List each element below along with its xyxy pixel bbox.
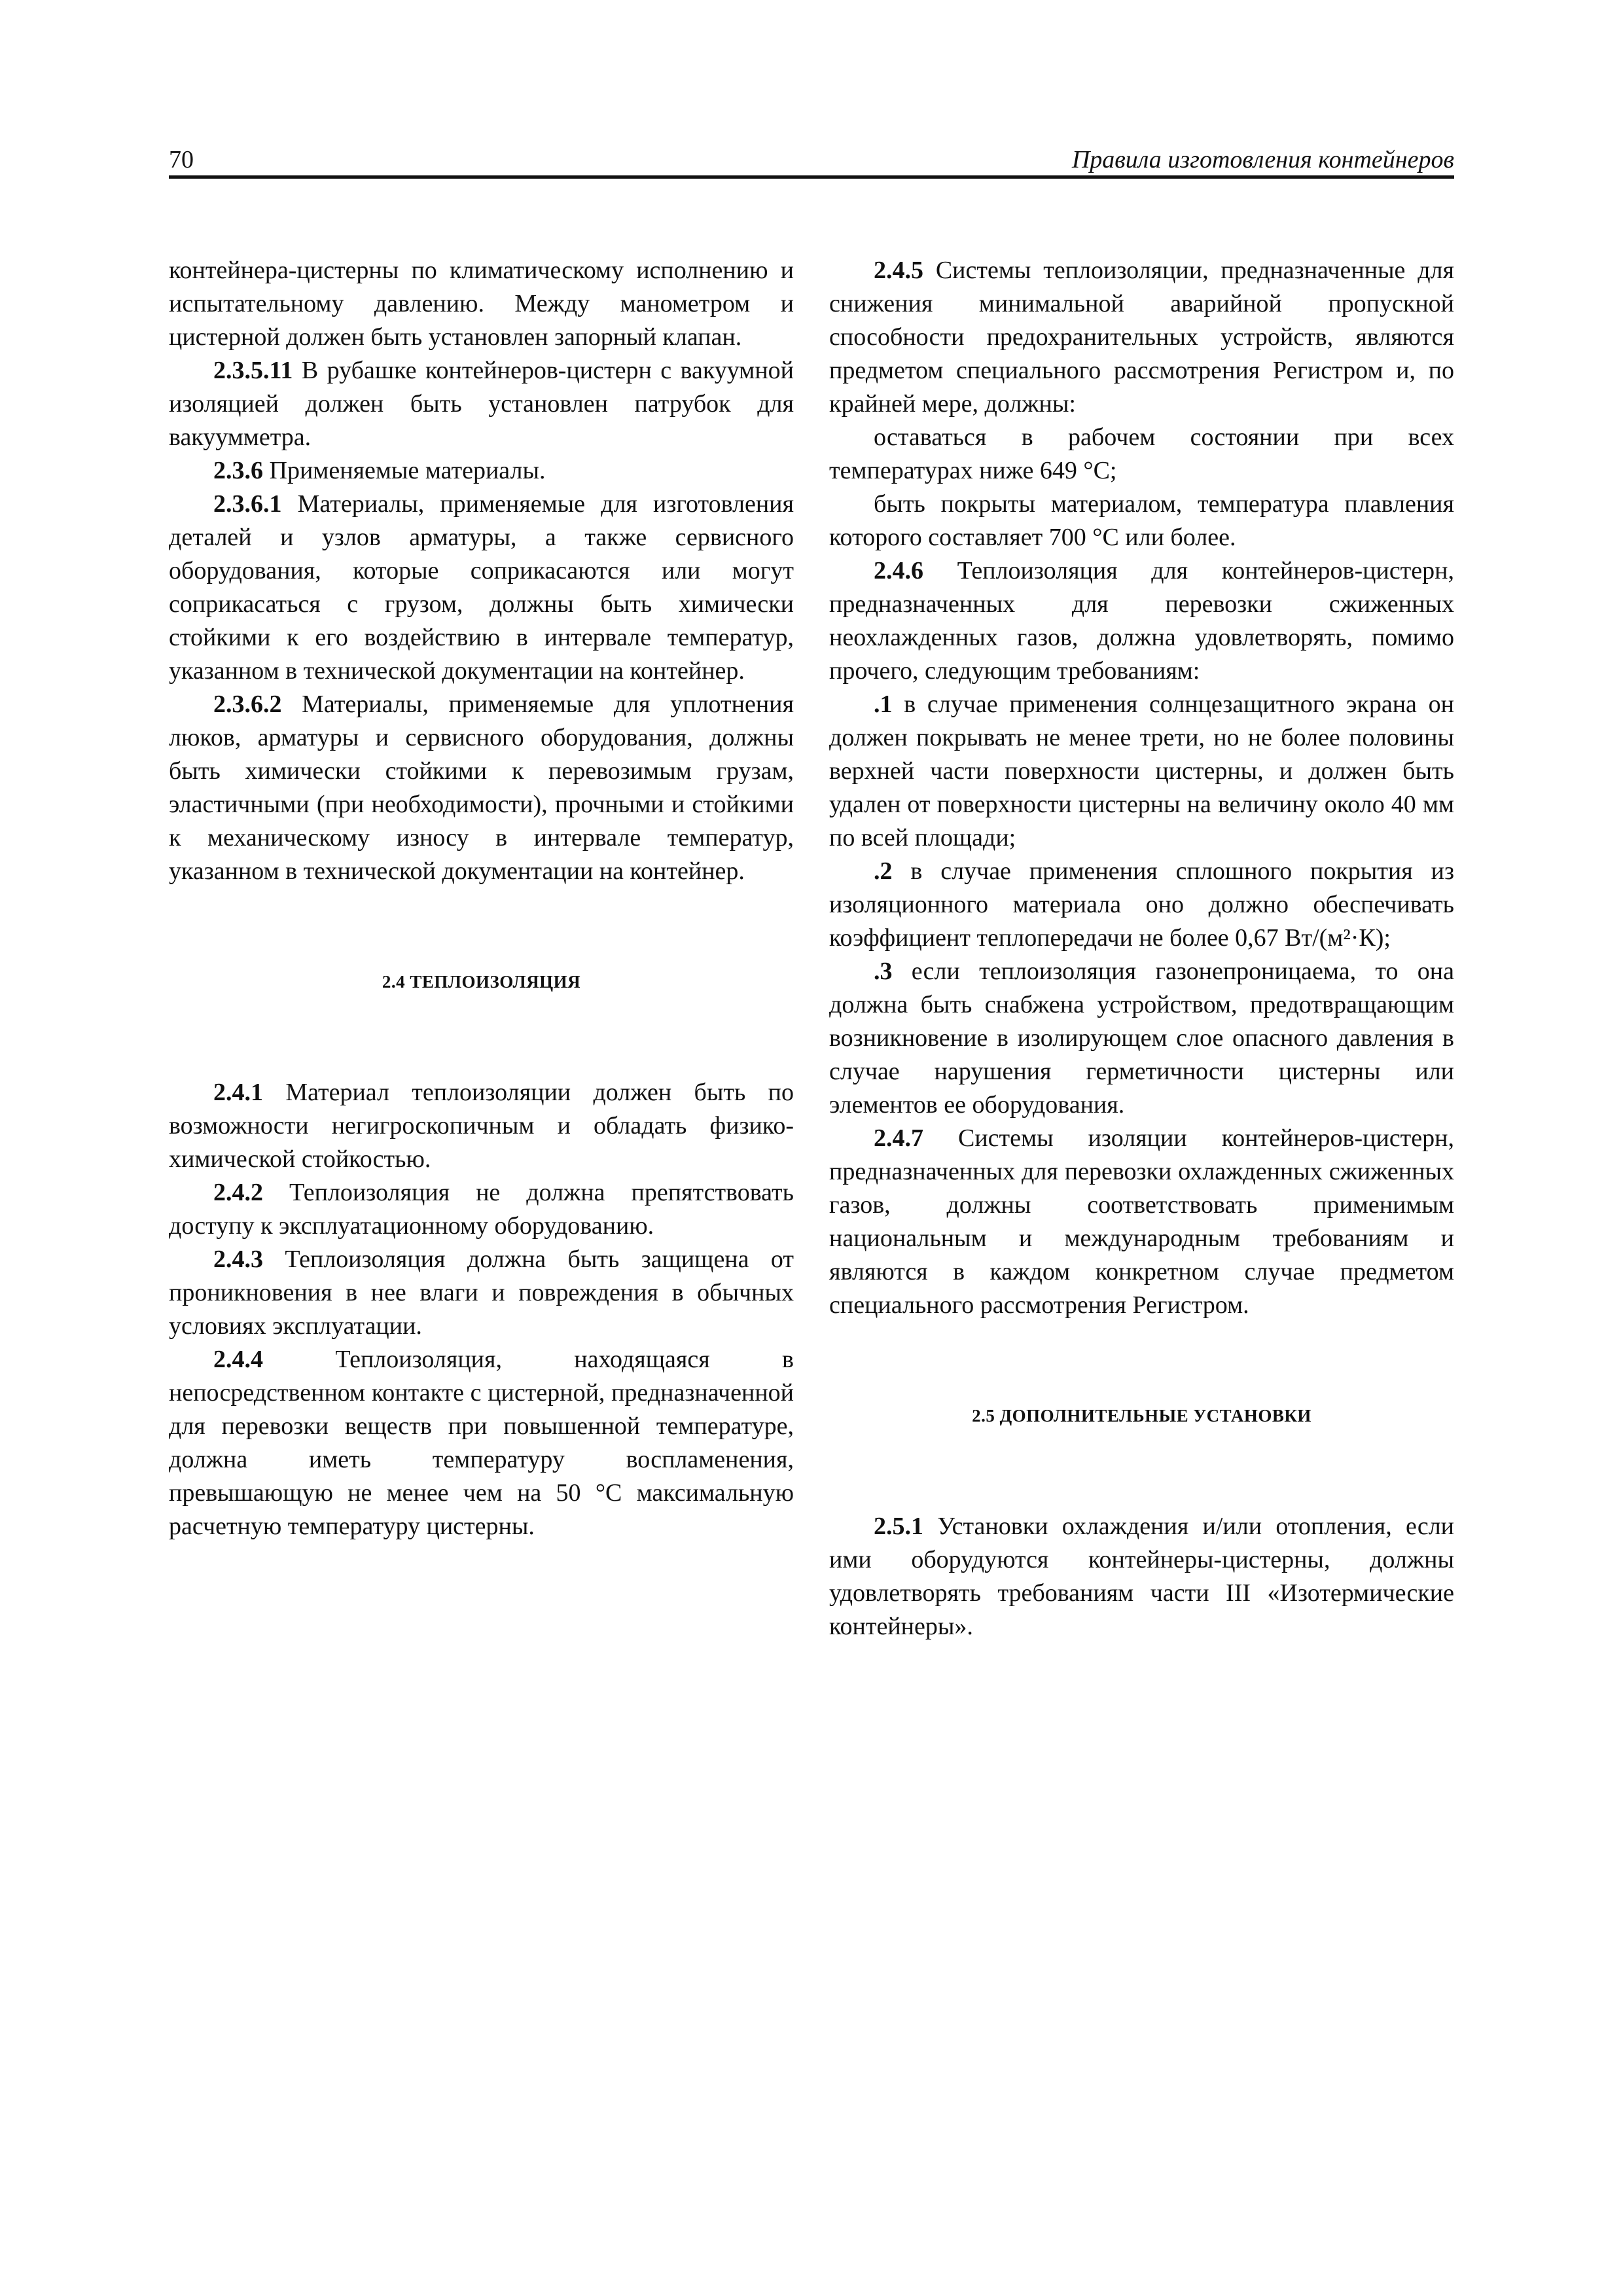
clause-text: Установки охлаждения и/или отопления, если ими оборудуются контейнеры-цистерны, должны удовлетворять требованиям части III «Изотермические контейнеры».: [829, 1513, 1454, 1640]
list-item: оставаться в рабочем состоянии при всех температурах ниже 649 °С;: [829, 423, 1454, 484]
clause-number: 2.4.7: [874, 1124, 923, 1152]
paragraph-continuation: контейнера-цистерны по климатическому исполнению и испытательному давлению. Между манометром и цистерной должен быть установлен запорный клапан.: [169, 257, 794, 351]
clause-number: 2.3.5.11: [213, 357, 293, 384]
clause-number: 2.3.6: [213, 457, 263, 484]
item-text: если теплоизоляция газонепроницаема, то она должна быть снабжена устройством, предотвращающим возникновение в изолирующем слое опасного давления в случае нарушения герметичности цистерны или элементов ее оборудования.: [829, 958, 1454, 1119]
clause-number: 2.4.6: [874, 557, 923, 584]
item-number: .3: [874, 958, 893, 985]
clause-text: Теплоизоляция должна быть защищена от проникновения в нее влаги и повреждения в обычных условиях эксплуатации.: [169, 1246, 794, 1340]
item-text: в случае применения солнцезащитного экрана он должен покрывать не менее трети, но не более половины верхней части поверхности цистерны, и должен быть удален от поверхности цистерны на величину около 40 мм по всей площади;: [829, 691, 1454, 852]
header-rule: [169, 175, 1454, 179]
section-heading-2-4: 2.4 ТЕПЛОИЗОЛЯЦИЯ: [382, 972, 581, 992]
clause-text: Материалы, применяемые для уплотнения люков, арматуры и сервисного оборудования, должны быть химически стойкими к перевозимым грузам, эластичными (при необходимости), прочными и стойкими к механическому износу в интервале температур, указанном в технической документации на контейнер.: [169, 691, 794, 885]
section-heading-2-5: 2.5 ДОПОЛНИТЕЛЬНЫЕ УСТАНОВКИ: [972, 1406, 1311, 1426]
sub-item-1: [829, 688, 1454, 855]
clause-number: 2.4.5: [874, 257, 923, 284]
left-column: [169, 254, 794, 1543]
clause-text: Теплоизоляция для контейнеров-цистерн, предназначенных для перевозки сжиженных неохлажденных газов, должна удовлетворять, помимо прочего, следующим требованиям:: [829, 557, 1454, 685]
paragraph-2-4-3: [169, 1243, 794, 1343]
right-column: [829, 254, 1454, 1643]
clause-text: Системы теплоизоляции, предназначенные для снижения минимальной аварийной пропускной способности предохранительных устройств, являются предметом специального рассмотрения Регистром и, по крайней мере, должны:: [829, 257, 1454, 418]
paragraph-2-3-6: [169, 454, 794, 488]
paragraph-2-3-5-11: [169, 354, 794, 454]
paragraph-2-4-1: [169, 1076, 794, 1176]
clause-text: Применяемые материалы.: [263, 457, 546, 484]
paragraph-2-5-1: [829, 1510, 1454, 1643]
paragraph-2-4-5: [829, 254, 1454, 421]
sub-item-3: [829, 955, 1454, 1122]
page-number: 70: [169, 146, 194, 173]
clause-text: Теплоизоляция, находящаяся в непосредственном контакте с цистерной, предназначенной для перевозки веществ при повышенной температуре, должна иметь температуру воспламенения, превышающую не менее чем на 50 °С максимальную расчетную температуру цистерны.: [169, 1346, 794, 1540]
paragraph-2-4-4: [169, 1343, 794, 1543]
paragraph-2-3-6-1: [169, 488, 794, 688]
clause-number: 2.3.6.2: [213, 691, 282, 718]
paragraph-2-4-7: [829, 1122, 1454, 1322]
clause-text: Теплоизоляция не должна препятствовать доступу к эксплуатационному оборудованию.: [169, 1179, 794, 1240]
clause-text: Материал теплоизоляции должен быть по возможности негигроскопичным и обладать физико-химической стойкостью.: [169, 1079, 794, 1173]
clause-number: 2.3.6.1: [213, 490, 282, 518]
sub-item-2: [829, 855, 1454, 955]
paragraph-2-4-6: [829, 554, 1454, 688]
clause-number: 2.5.1: [874, 1513, 923, 1540]
item-number: .2: [874, 857, 893, 885]
list-item: быть покрыты материалом, температура плавления которого составляет 700 °С или более.: [829, 490, 1454, 551]
item-number: .1: [874, 691, 893, 718]
clause-number: 2.4.4: [213, 1346, 263, 1373]
clause-number: 2.4.2: [213, 1179, 263, 1206]
clause-number: 2.4.3: [213, 1246, 263, 1273]
paragraph-2-3-6-2: [169, 688, 794, 888]
clause-number: 2.4.1: [213, 1079, 263, 1106]
item-text: в случае применения сплошного покрытия из изоляционного материала оно должно обеспечивать коэффициент теплопередачи не более 0,67 Вт/(м²·К);: [829, 857, 1454, 952]
clause-text: Материалы, применяемые для изготовления деталей и узлов арматуры, а также сервисного оборудования, которые соприкасаются или могут соприкасаться с грузом, должны быть химически стойкими к его воздействию в интервале температур, указанном в технической документации на контейнер.: [169, 490, 794, 685]
clause-text: В рубашке контейнеров-цистерн с вакуумной изоляцией должен быть установлен патрубок для вакуумметра.: [169, 357, 794, 451]
clause-text: Системы изоляции контейнеров-цистерн, предназначенных для перевозки охлажденных сжиженных газов, должны соответствовать применимым национальным и международным требованиям и являются в каждом конкретном случае предметом специального рассмотрения Регистром.: [829, 1124, 1454, 1319]
paragraph-2-4-2: [169, 1176, 794, 1243]
running-title: Правила изготовления контейнеров: [1071, 146, 1454, 173]
